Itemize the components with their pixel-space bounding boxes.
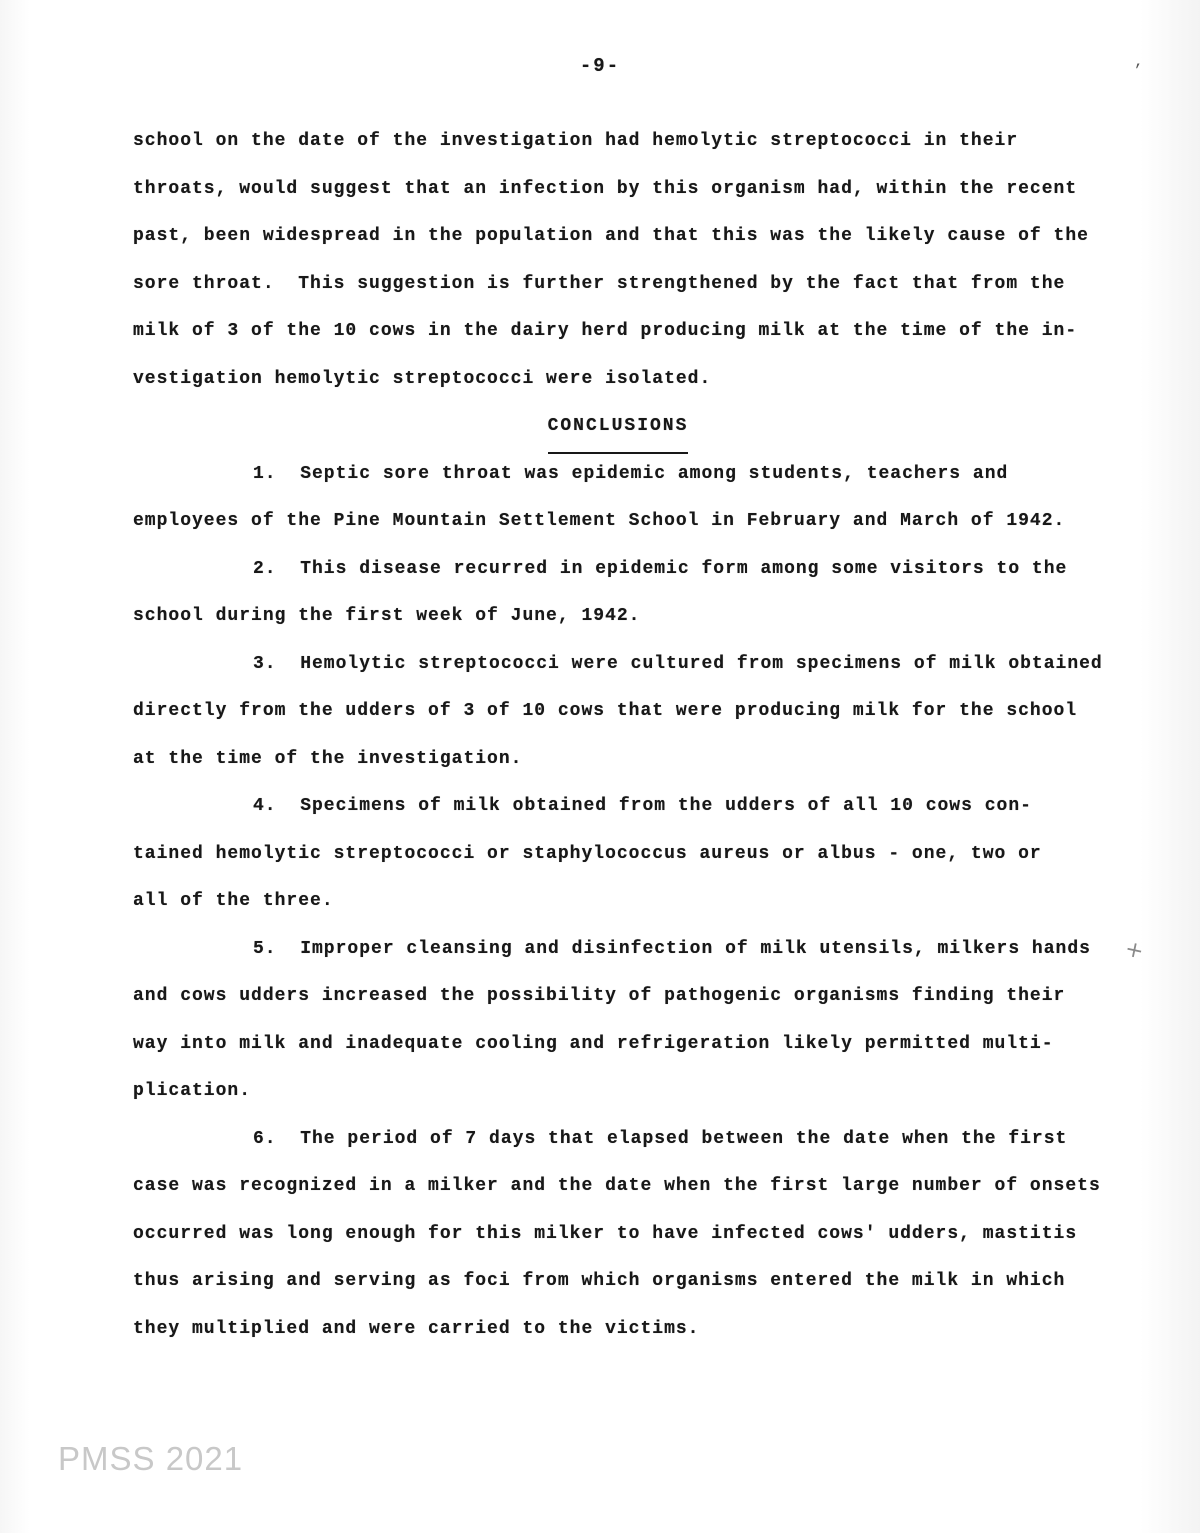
text-line: 2. This disease recurred in epidemic form among some visitors to the [253, 558, 1068, 579]
text-line: occurred was long enough for this milker to have infected cows' udders, mastitis [133, 1223, 1078, 1244]
conclusions-heading-text: CONCLUSIONS [548, 403, 689, 454]
scan-smudge-mark: ’ [1133, 62, 1143, 80]
text-line: sore throat. This suggestion is further strengthened by the fact that from the [133, 273, 1066, 294]
text-line: school on the date of the investigation had hemolytic streptococci in their [133, 131, 1019, 151]
document-content [133, 118, 1103, 1353]
text-line: case was recognized in a milker and the date when the first large number of onsets [133, 1176, 1101, 1196]
text-line: milk of 3 of the 10 cows in the dairy herd producing milk at the time of the in- [133, 321, 1078, 341]
text-line: all of the three. [133, 891, 334, 911]
text-line: employees of the Pine Mountain Settlement School in February and March of 1942. [133, 511, 1066, 531]
text-line: 3. Hemolytic streptococci were cultured from specimens of milk obtained [253, 653, 1103, 674]
text-line: past, been widespread in the population and that this was the likely cause of the [133, 226, 1089, 246]
text-line: they multiplied and were carried to the victims. [133, 1318, 700, 1339]
text-line: 5. Improper cleansing and disinfection of milk utensils, milkers hands [253, 938, 1091, 959]
text-line: 1. Septic sore throat was epidemic among students, teachers and [253, 463, 1009, 484]
text-line: school during the first week of June, 1942. [133, 606, 641, 626]
text-line: tained hemolytic streptococci or staphylococcus aureus or albus - one, two or [133, 843, 1042, 864]
text-line: vestigation hemolytic streptococci were isolated. [133, 368, 712, 389]
text-line: directly from the udders of 3 of 10 cows that were producing milk for the school [133, 701, 1078, 721]
text-line: throats, would suggest that an infection by this organism had, within the recent [133, 178, 1078, 199]
page-number: -9- [579, 55, 621, 77]
text-line: plication. [133, 1081, 252, 1101]
text-line: 6. The period of 7 days that elapsed between the date when the first [253, 1128, 1068, 1149]
text-line: and cows udders increased the possibility of pathogenic organisms finding their [133, 986, 1066, 1006]
conclusions-heading [133, 403, 1103, 451]
pmss-watermark: PMSS 2021 [58, 1440, 244, 1477]
handwritten-plus-mark: + [1122, 936, 1146, 965]
text-line: 4. Specimens of milk obtained from the udders of all 10 cows con- [253, 796, 1032, 816]
text-line: way into milk and inadequate cooling and refrigeration likely permitted multi- [133, 1033, 1054, 1054]
text-line: at the time of the investigation. [133, 748, 523, 769]
text-line: thus arising and serving as foci from which organisms entered the milk in which [133, 1271, 1066, 1291]
